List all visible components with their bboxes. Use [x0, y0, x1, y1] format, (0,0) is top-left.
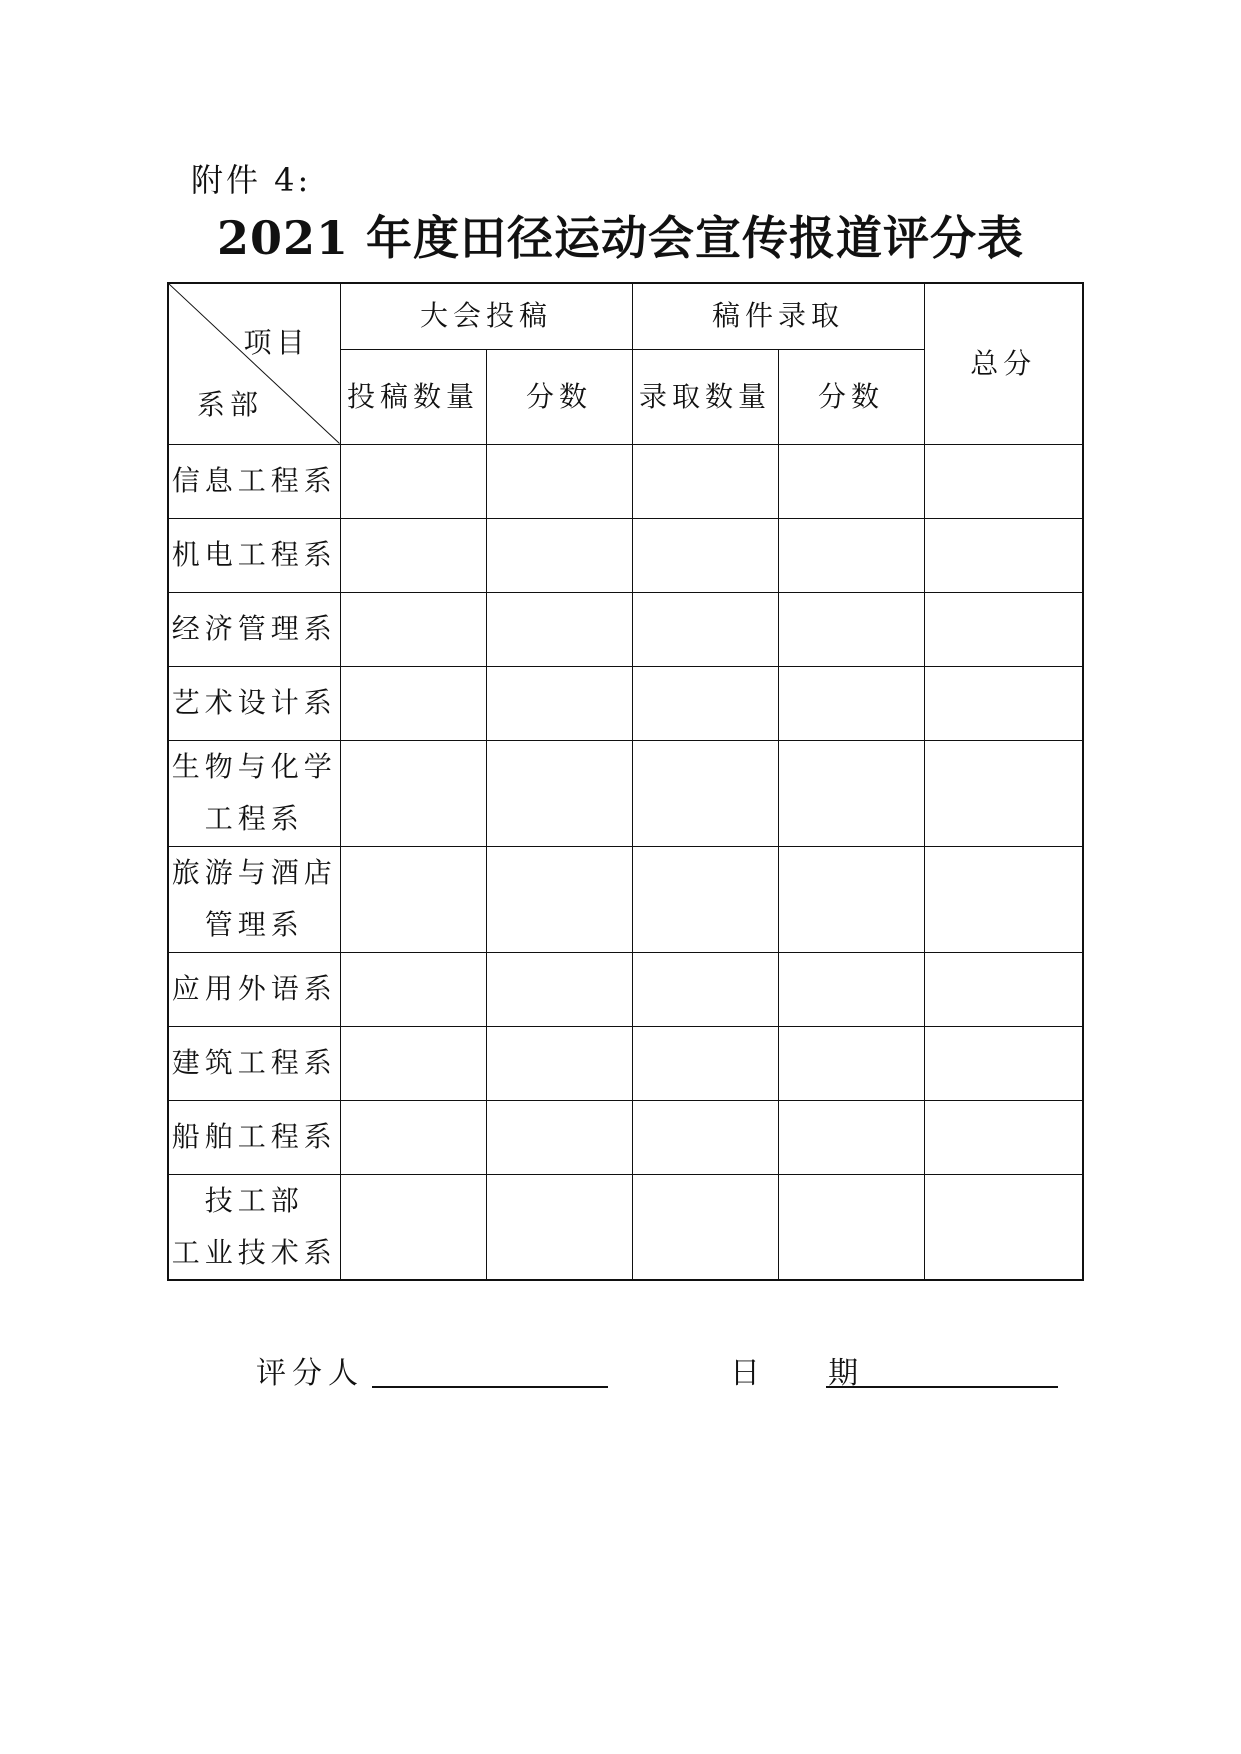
table-row	[168, 518, 1083, 592]
score-entry-cell[interactable]	[778, 740, 924, 846]
table-row	[168, 592, 1083, 666]
department-name-line: 工业技术系	[171, 1235, 337, 1269]
score-entry-cell[interactable]	[486, 740, 632, 846]
table-body	[168, 444, 1083, 1280]
score-entry-cell[interactable]	[632, 952, 778, 1026]
score-entry-cell[interactable]	[632, 592, 778, 666]
department-name-cell	[168, 740, 340, 846]
score-entry-cell[interactable]	[778, 1100, 924, 1174]
table-row	[168, 952, 1083, 1026]
score-entry-cell[interactable]	[924, 846, 1083, 952]
score-entry-cell[interactable]	[924, 740, 1083, 846]
table-row	[168, 740, 1083, 846]
score-entry-cell[interactable]	[340, 740, 486, 846]
department-name-cell	[168, 592, 340, 666]
score-entry-cell[interactable]	[924, 592, 1083, 666]
department-name-cell	[168, 952, 340, 1026]
department-name-line: 艺术设计系	[171, 686, 337, 719]
department-name-cell	[168, 1026, 340, 1100]
department-name-line: 机电工程系	[171, 538, 337, 571]
group-header-accepted: 稿件录取	[632, 283, 924, 349]
table-row	[168, 1100, 1083, 1174]
department-name-line: 工程系	[204, 802, 304, 835]
subheader-submission-count: 投稿数量	[340, 349, 486, 444]
page-title: 2021 年度田径运动会宣传报道评分表	[216, 211, 1025, 265]
score-entry-cell[interactable]	[778, 666, 924, 740]
score-entry-cell[interactable]	[486, 846, 632, 952]
date-label: 日 期	[730, 1356, 865, 1391]
score-entry-cell[interactable]	[486, 1100, 632, 1174]
score-entry-cell[interactable]	[778, 1026, 924, 1100]
score-entry-cell[interactable]	[924, 1100, 1083, 1174]
score-entry-cell[interactable]	[340, 592, 486, 666]
corner-label-item: 项目	[243, 326, 310, 359]
department-name-cell	[168, 1100, 340, 1174]
score-table	[167, 282, 1084, 1281]
department-name-line: 生物与化学	[171, 750, 337, 783]
attachment-label: 附件 4:	[191, 161, 312, 199]
score-entry-cell[interactable]	[778, 518, 924, 592]
department-name-line: 经济管理系	[171, 612, 337, 645]
score-entry-cell[interactable]	[340, 444, 486, 518]
department-name-line: 管理系	[204, 908, 304, 941]
total-header: 总分	[924, 283, 1083, 444]
department-name-cell	[168, 846, 340, 952]
score-entry-cell[interactable]	[486, 666, 632, 740]
score-entry-cell[interactable]	[924, 444, 1083, 518]
department-name-line: 船舶工程系	[171, 1120, 337, 1153]
score-entry-cell[interactable]	[632, 666, 778, 740]
score-entry-cell[interactable]	[924, 518, 1083, 592]
department-name-cell	[168, 666, 340, 740]
score-entry-cell[interactable]	[340, 666, 486, 740]
table-row	[168, 666, 1083, 740]
department-name-line: 应用外语系	[171, 972, 337, 1005]
score-entry-cell[interactable]	[486, 592, 632, 666]
department-name-cell	[168, 444, 340, 518]
score-entry-cell[interactable]	[486, 952, 632, 1026]
score-entry-cell[interactable]	[632, 1026, 778, 1100]
subheader-accepted-count: 录取数量	[632, 349, 778, 444]
score-entry-cell[interactable]	[778, 1174, 924, 1280]
score-entry-cell[interactable]	[778, 444, 924, 518]
subheader-accepted-score: 分数	[778, 349, 924, 444]
department-name-line: 旅游与酒店	[171, 856, 337, 889]
score-entry-cell[interactable]	[924, 1026, 1083, 1100]
score-entry-cell[interactable]	[486, 1174, 632, 1280]
diagonal-header-cell	[168, 283, 340, 444]
score-entry-cell[interactable]	[632, 740, 778, 846]
score-entry-cell[interactable]	[632, 846, 778, 952]
score-entry-cell[interactable]	[632, 1174, 778, 1280]
department-name-line: 技工部	[204, 1183, 304, 1217]
department-name-cell	[168, 518, 340, 592]
score-entry-cell[interactable]	[778, 952, 924, 1026]
date-signature-line[interactable]	[826, 1386, 1058, 1388]
score-entry-cell[interactable]	[632, 518, 778, 592]
table-row	[168, 444, 1083, 518]
department-name-line: 信息工程系	[171, 464, 337, 497]
score-entry-cell[interactable]	[632, 1100, 778, 1174]
table-row	[168, 1026, 1083, 1100]
score-entry-cell[interactable]	[924, 666, 1083, 740]
department-name-line: 建筑工程系	[171, 1046, 337, 1079]
corner-label-dept: 系部	[197, 387, 264, 421]
score-entry-cell[interactable]	[924, 1174, 1083, 1280]
score-entry-cell[interactable]	[340, 1174, 486, 1280]
score-entry-cell[interactable]	[340, 1100, 486, 1174]
score-entry-cell[interactable]	[340, 846, 486, 952]
score-entry-cell[interactable]	[340, 952, 486, 1026]
score-entry-cell[interactable]	[486, 518, 632, 592]
score-entry-cell[interactable]	[486, 444, 632, 518]
score-entry-cell[interactable]	[340, 1026, 486, 1100]
score-entry-cell[interactable]	[340, 518, 486, 592]
table-row	[168, 1174, 1083, 1280]
scorer-signature-line[interactable]	[372, 1386, 608, 1388]
score-entry-cell[interactable]	[632, 444, 778, 518]
group-header-submissions: 大会投稿	[340, 283, 632, 349]
score-entry-cell[interactable]	[778, 846, 924, 952]
score-entry-cell[interactable]	[486, 1026, 632, 1100]
score-entry-cell[interactable]	[778, 592, 924, 666]
table-row	[168, 846, 1083, 952]
department-name-cell	[168, 1174, 340, 1280]
scorer-label: 评分人	[256, 1356, 364, 1391]
subheader-submission-score: 分数	[486, 349, 632, 444]
score-entry-cell[interactable]	[924, 952, 1083, 1026]
